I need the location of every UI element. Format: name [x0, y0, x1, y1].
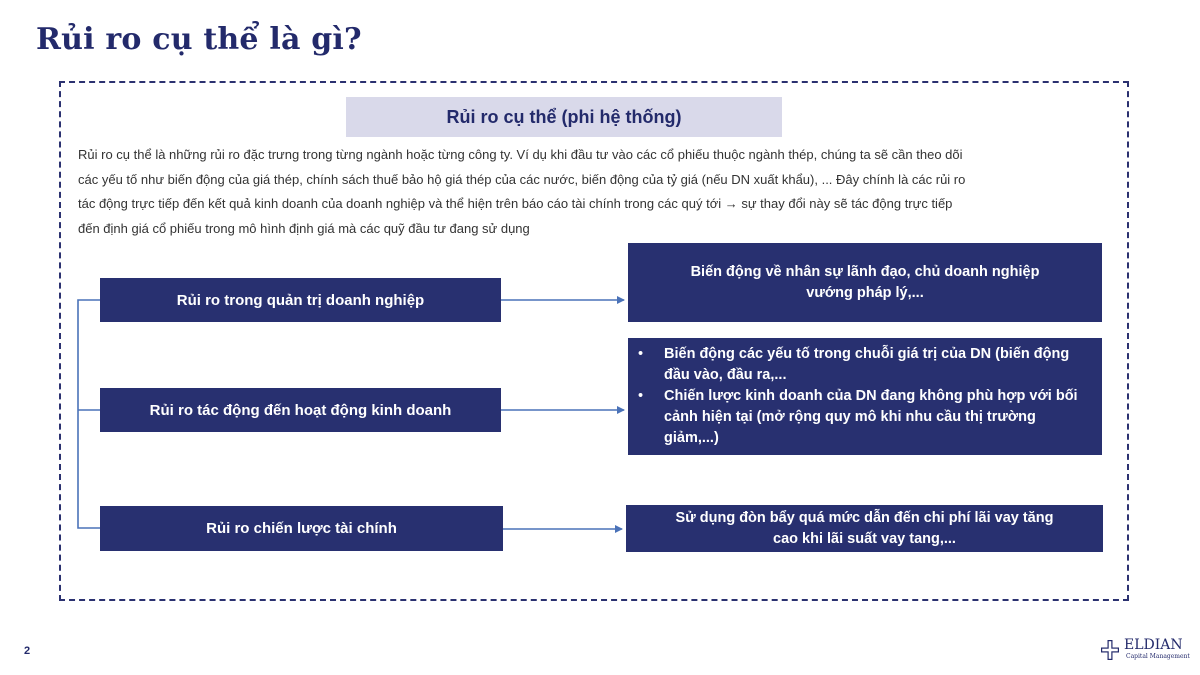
eldian-logo: [1100, 638, 1190, 661]
detail-list-item: • Chiến lược kinh doanh của DN đang không phù hợp với bối cảnh hiện tại (mở rộng quy mô khi nhu cầu thị trường giảm,...): [638, 386, 1082, 449]
risk-box-label: Rủi ro tác động đến hoạt động kinh doanh: [149, 401, 452, 419]
detail-box-governance: [628, 243, 1102, 322]
intro-line: Rủi ro cụ thể là những rủi ro đặc trưng trong từng ngành hoặc từng công ty. Ví dụ khi đầu tư vào các cổ phiếu thuộc ngành thép, chúng ta sẽ cần theo dõi: [78, 147, 963, 162]
detail-box-operations: [628, 338, 1102, 455]
logo-name: ELDIAN: [1124, 637, 1183, 653]
logo-subtitle: Capital Management: [1126, 653, 1190, 660]
risk-box-label: Rủi ro chiến lược tài chính: [206, 520, 397, 537]
risk-box-financial-strategy: [100, 506, 503, 551]
detail-list: [638, 344, 1082, 449]
detail-line: vướng pháp lý,...: [806, 284, 924, 301]
risk-box-governance: [100, 278, 501, 322]
detail-box-financial-strategy: [626, 505, 1103, 552]
risk-box-label: Rủi ro trong quản trị doanh nghiệp: [176, 291, 425, 309]
branch-connector: [78, 300, 100, 528]
detail-line: Biến động về nhân sự lãnh đạo, chủ doanh nghiệp: [690, 263, 1040, 280]
intro-line: tác động trực tiếp đến kết quả kinh doanh của doanh nghiệp và thể hiện trên báo cáo tài chính trong các quý tới → sự thay đổi này sẽ tác động trực tiếp: [78, 196, 953, 211]
intro-line: các yếu tố như biến động của giá thép, chính sách thuế bảo hộ giá thép của các nước, biến động của tỷ giá (nếu DN xuất khẩu), ... Đây chính là các rủi ro: [78, 171, 966, 187]
intro-line: đến định giá cổ phiếu trong mô hình định giá mà các quỹ đầu tư đang sử dụng: [78, 220, 530, 236]
slide-title: Rủi ro cụ thể là gì?: [36, 22, 362, 57]
detail-line: Sử dụng đòn bẩy quá mức dẫn đến chi phí lãi vay tăng: [675, 509, 1054, 526]
eldian-cross-logo-icon: [1100, 639, 1120, 661]
detail-line: cao khi lãi suất vay tang,...: [773, 530, 956, 547]
section-header: Rủi ro cụ thể (phi hệ thống): [346, 97, 782, 137]
risk-box-operations: [100, 388, 501, 432]
page-number: 2: [24, 645, 31, 657]
detail-list-item: • Biến động các yếu tố trong chuỗi giá trị của DN (biến động đầu vào, đầu ra,...: [638, 344, 1082, 386]
